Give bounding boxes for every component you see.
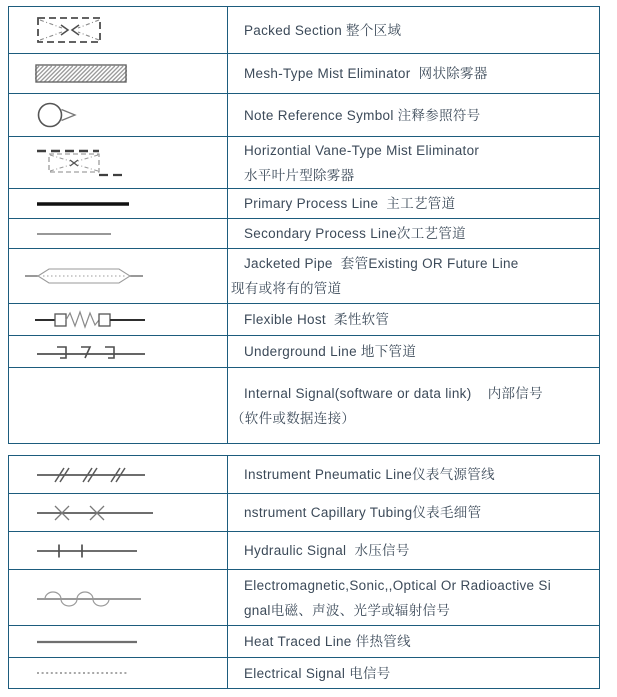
label-cell bbox=[228, 494, 599, 531]
electrical-signal-icon bbox=[35, 669, 129, 677]
label-cell bbox=[228, 249, 599, 303]
table-row bbox=[9, 456, 599, 494]
row-label: Electrical Signal 电信号 bbox=[244, 665, 391, 681]
symbol-cell bbox=[9, 189, 228, 218]
table-row bbox=[9, 304, 599, 336]
row-label: Heat Traced Line 伴热管线 bbox=[244, 634, 411, 649]
row-label: Electromagnetic,Sonic,,Optical Or Radioactive Si bbox=[244, 577, 552, 593]
table-row bbox=[9, 336, 599, 368]
table-row bbox=[9, 94, 599, 137]
underground-line-icon bbox=[35, 341, 147, 363]
symbol-cell bbox=[9, 137, 228, 188]
row-label: Internal Signal(software or data link) 内部信号 bbox=[244, 385, 543, 401]
label-cell bbox=[228, 219, 599, 248]
row-label: nstrument Capillary Tubing仪表毛细管 bbox=[244, 505, 482, 520]
label-cell bbox=[228, 7, 599, 53]
secondary-process-line-icon bbox=[35, 231, 113, 237]
label-cell bbox=[228, 570, 599, 625]
electromagnetic-signal-icon bbox=[35, 586, 143, 610]
row-label-line2: 水平叶片型除雾器 bbox=[244, 167, 355, 183]
row-label: Instrument Pneumatic Line仪表气源管线 bbox=[244, 467, 495, 482]
table-row bbox=[9, 658, 599, 688]
symbol-cell bbox=[9, 494, 228, 531]
table-row bbox=[9, 570, 599, 626]
label-cell bbox=[228, 54, 599, 93]
row-label: Secondary Process Line次工艺管道 bbox=[244, 226, 466, 241]
flexible-hose-icon bbox=[35, 307, 151, 333]
primary-process-line-icon bbox=[35, 200, 131, 208]
row-label: Horizontial Vane-Type Mist Eliminator bbox=[244, 142, 480, 158]
label-cell bbox=[228, 626, 599, 657]
table-row bbox=[9, 7, 599, 54]
label-cell bbox=[228, 532, 599, 569]
table-row bbox=[9, 626, 599, 658]
hydraulic-signal-icon bbox=[35, 541, 139, 561]
table-row bbox=[9, 532, 599, 570]
label-cell bbox=[228, 336, 599, 367]
symbol-cell bbox=[9, 570, 228, 625]
label-cell bbox=[228, 94, 599, 136]
symbol-cell bbox=[9, 54, 228, 93]
symbol-cell bbox=[9, 368, 228, 443]
row-label: Mesh-Type Mist Eliminator 网状除雾器 bbox=[244, 66, 488, 81]
row-label: Underground Line 地下管道 bbox=[244, 344, 417, 359]
row-label: Note Reference Symbol 注释参照符号 bbox=[244, 107, 481, 123]
label-cell bbox=[228, 189, 599, 218]
symbol-cell bbox=[9, 304, 228, 335]
pneumatic-line-icon bbox=[35, 465, 147, 485]
label-cell bbox=[228, 456, 599, 493]
table-row bbox=[9, 249, 599, 304]
symbol-cell bbox=[9, 532, 228, 569]
row-label: Packed Section 整个区域 bbox=[244, 22, 402, 38]
jacketed-pipe-icon bbox=[25, 264, 143, 288]
symbol-cell bbox=[9, 94, 228, 136]
row-label-line2: 现有或将有的管道 bbox=[231, 281, 342, 296]
symbol-cell bbox=[9, 249, 228, 303]
label-cell bbox=[228, 304, 599, 335]
row-label-line2: gnal电磁、声波、光学或辐射信号 bbox=[244, 602, 451, 618]
row-label: Jacketed Pipe 套管Existing OR Future Line bbox=[244, 256, 519, 271]
heat-traced-line-icon bbox=[35, 638, 139, 646]
symbol-cell bbox=[9, 336, 228, 367]
label-cell bbox=[228, 658, 599, 688]
table-row bbox=[9, 219, 599, 249]
table-row bbox=[9, 368, 599, 443]
row-label: Hydraulic Signal 水压信号 bbox=[244, 543, 410, 558]
table-row bbox=[9, 54, 599, 94]
symbol-cell bbox=[9, 658, 228, 688]
note-reference-icon bbox=[35, 100, 79, 130]
table-row bbox=[9, 137, 599, 189]
row-label-line2: （软件或数据连接） bbox=[231, 410, 356, 426]
table-row bbox=[9, 494, 599, 532]
symbol-cell bbox=[9, 7, 228, 53]
label-cell bbox=[228, 368, 599, 443]
row-label: Flexible Host 柔性软管 bbox=[244, 312, 390, 327]
vane-mist-eliminator-icon bbox=[35, 145, 127, 181]
packed-section-icon bbox=[35, 15, 105, 45]
capillary-tubing-icon bbox=[35, 503, 155, 523]
table-row bbox=[9, 189, 599, 219]
symbol-cell bbox=[9, 219, 228, 248]
legend-table-2 bbox=[8, 455, 600, 689]
symbol-cell bbox=[9, 456, 228, 493]
label-cell bbox=[228, 137, 599, 188]
legend-table-1 bbox=[8, 6, 600, 444]
symbol-cell bbox=[9, 626, 228, 657]
mesh-mist-eliminator-icon bbox=[35, 64, 127, 83]
row-label: Primary Process Line 主工艺管道 bbox=[244, 196, 456, 211]
